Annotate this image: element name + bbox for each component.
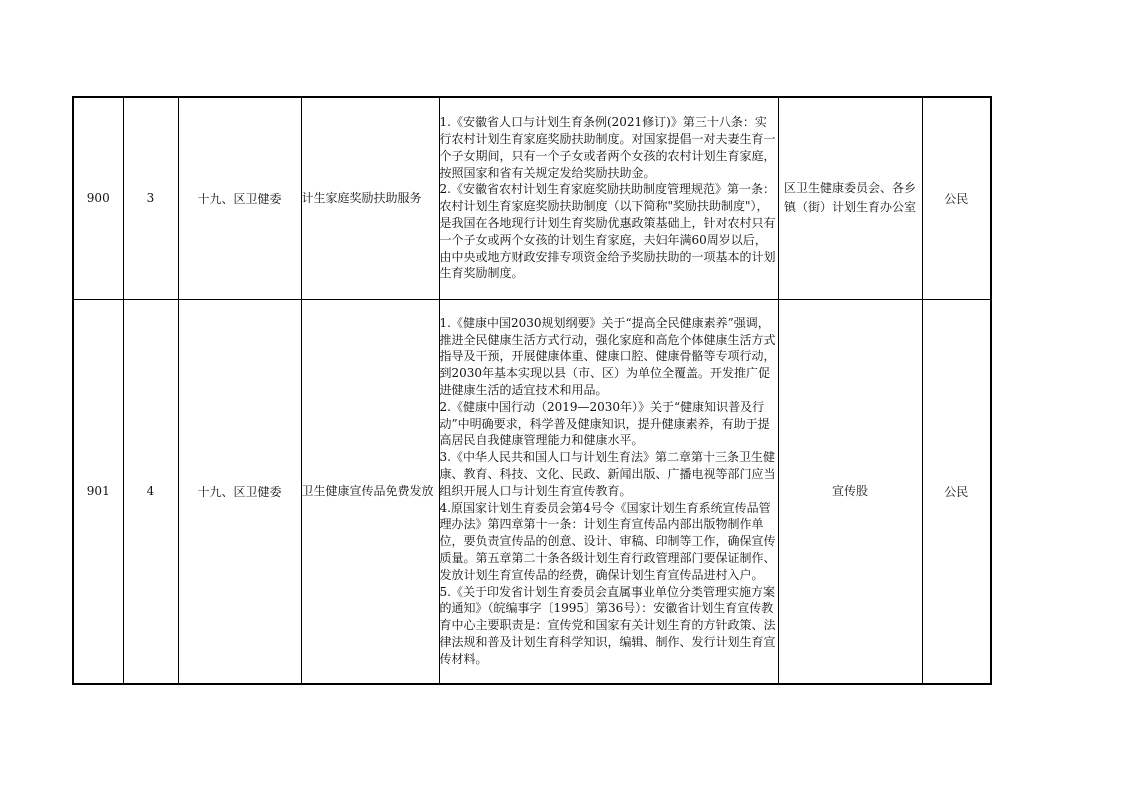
service-target-cell: 公民 — [922, 97, 991, 299]
service-list-table — [72, 96, 992, 685]
basis-paragraph: 4.原国家计划生育委员会第4号令《国家计划生育系统宣传品管理办法》第四章第十一条：计划生育宣传品内部出版物制作单位，要负责宣传品的创意、设计、审稿、印制等工作，确保宣传质量。第五章第二十条各级计划生育行政管理部门要保证制作、发放计划生育宣传品的经费，确保计划生育宣传品进村入户。 — [439, 500, 776, 582]
legal-basis-cell — [439, 299, 778, 684]
service-target-cell: 公民 — [922, 299, 991, 684]
seq-cell: 901 — [73, 299, 123, 684]
sub-seq-cell: 3 — [123, 97, 178, 299]
basis-paragraph: 1.《安徽省人口与计划生育条例(2021修订)》第三十八条：实行农村计划生育家庭奖励扶助制度。对国家提倡一对夫妻生育一个子女期间，只有一个子女或者两个女孩的农村计划生育家庭，按照国家和省有关规定发给奖励扶助金。 — [439, 115, 776, 180]
table-row — [73, 299, 991, 684]
item-name-cell: 卫生健康宣传品免费发放 — [301, 299, 439, 684]
dept-cell: 十九、区卫健委 — [178, 97, 301, 299]
responsible-unit-cell: 宣传股 — [778, 299, 922, 684]
legal-basis-cell — [439, 97, 778, 299]
basis-paragraph: 2.《健康中国行动（2019—2030年）》关于“健康知识普及行动”中明确要求，科学普及健康知识，提升健康素养，有助于提高居民自我健康管理能力和健康水平。 — [439, 399, 770, 448]
basis-paragraph: 2.《安徽省农村计划生育家庭奖励扶助制度管理规范》第一条：农村计划生育家庭奖励扶助制度（以下简称"奖励扶助制度"），是我国在各地现行计划生育奖励优惠政策基础上，针对农村只有一个子女或两个女孩的计划生育家庭，夫妇年满60周岁以后，由中央或地方财政安排专项资金给予奖励扶助的一项基本的计划生育奖励制度。 — [439, 182, 776, 281]
table-row — [73, 97, 991, 299]
item-name-cell: 计生家庭奖励扶助服务 — [301, 97, 439, 299]
basis-paragraph: 3.《中华人民共和国人口与计划生育法》第二章第十三条卫生健康、教育、科技、文化、民政、新闻出版、广播电视等部门应当组织开展人口与计划生育宣传教育。 — [439, 450, 776, 498]
basis-paragraph: 5.《关于印发省计划生育委员会直属事业单位分类管理实施方案的通知》（皖编事字〔1995〕第36号）：安徽省计划生育宣传教育中心主要职责是：宣传党和国家有关计划生育的方针政策、法律法规和普及计划生育科学知识，编辑、制作、发行计划生育宣传材料。 — [439, 584, 776, 666]
seq-cell: 900 — [73, 97, 123, 299]
sub-seq-cell: 4 — [123, 299, 178, 684]
responsible-unit-cell: 区卫生健康委员会、各乡镇（街）计划生育办公室 — [778, 97, 922, 299]
basis-paragraph: 1.《健康中国2030规划纲要》关于“提高全民健康素养”强调，推进全民健康生活方式行动，强化家庭和高危个体健康生活方式指导及干预，开展健康体重、健康口腔、健康骨骼等专项行动，到2030年基本实现以县（市、区）为单位全覆盖。开发推广促进健康生活的适宜技术和用品。 — [439, 315, 776, 398]
dept-cell: 十九、区卫健委 — [178, 299, 301, 684]
